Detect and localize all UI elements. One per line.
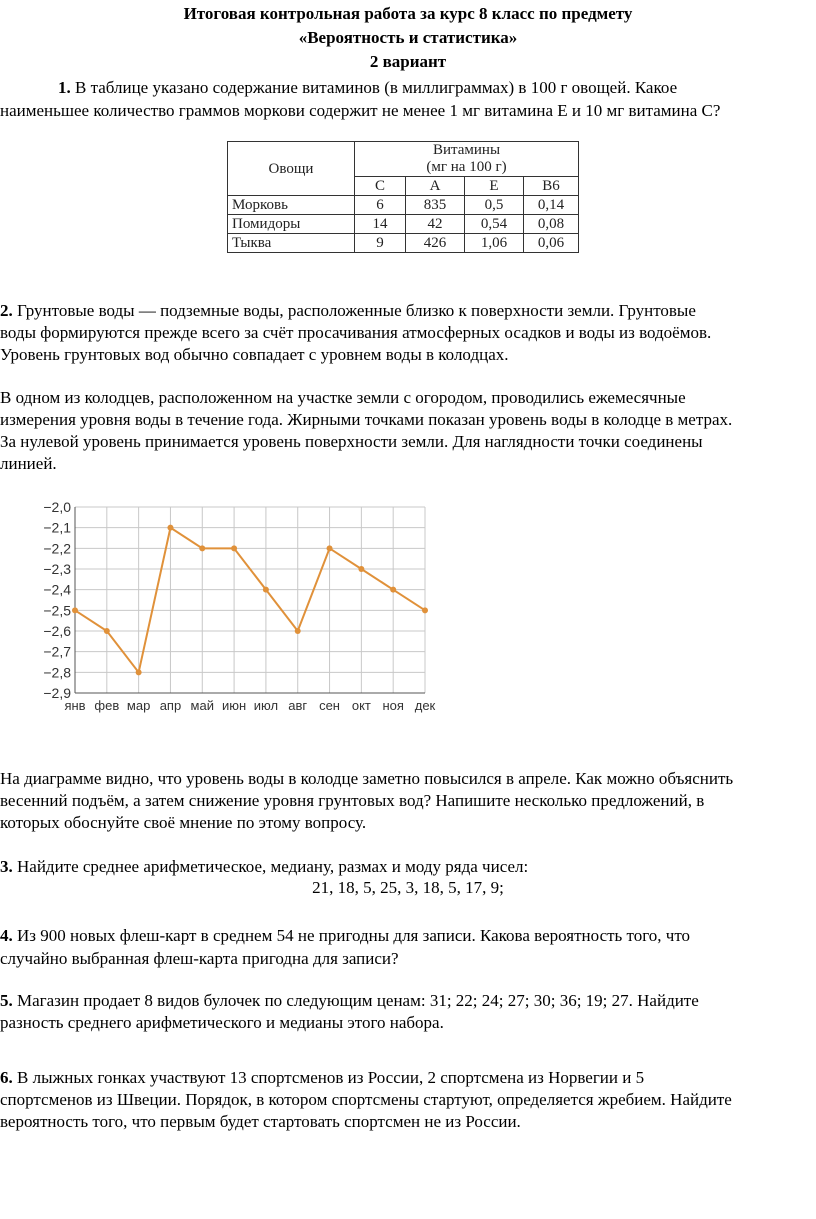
q6-line-2: спортсменов из Швеции. Порядок, в котором спортсмены стартуют, определяется жребием. Найдите — [0, 1090, 732, 1109]
q2-text-1: Грунтовые воды — подземные воды, расположенные близко к поверхности земли. Грунтовые — [12, 301, 696, 320]
table-header-vitamins — [355, 142, 579, 177]
q5-line-1 — [0, 990, 812, 1012]
q4-text-1: Из 900 новых флеш-карт в среднем 54 не пригодны для записи. Какова вероятность того, что — [12, 926, 691, 945]
cell-c: 6 — [355, 196, 406, 215]
x-tick-label: сен — [319, 698, 341, 713]
q3-number-series: 21, 18, 5, 25, 3, 18, 5, 17, 9; — [312, 878, 504, 897]
q5-number: 5. — [0, 991, 13, 1010]
q6-line-3: вероятность того, что первым будет стартовать спортсмен не из России. — [0, 1112, 521, 1131]
variant-label: 2 вариант — [369, 52, 447, 71]
vitamin-table — [227, 141, 579, 253]
cell-e: 0,54 — [465, 215, 524, 234]
y-tick-label: −2,1 — [43, 519, 71, 536]
title-line-2: «Вероятность и статистика» — [298, 28, 518, 47]
water-level-chart — [30, 495, 450, 720]
q1-number: 1. — [58, 78, 71, 97]
q2-line-4: В одном из колодцев, расположенном на участке земли с огородом, проводились ежемесячные — [0, 388, 686, 407]
cell-b6: 0,06 — [524, 234, 579, 253]
row-name: Морковь — [228, 196, 355, 215]
data-point — [422, 607, 428, 613]
y-tick-label: −2,5 — [43, 602, 71, 619]
data-point — [327, 545, 333, 551]
y-tick-label: −2,2 — [43, 540, 71, 557]
y-tick-label: −2,8 — [43, 664, 71, 681]
cell-a: 835 — [406, 196, 465, 215]
cell-a: 42 — [406, 215, 465, 234]
cell-b6: 0,14 — [524, 196, 579, 215]
cell-e: 1,06 — [465, 234, 524, 253]
table-row — [228, 196, 579, 215]
x-tick-label: фев — [94, 698, 120, 713]
cell-c: 14 — [355, 215, 406, 234]
data-point — [231, 545, 237, 551]
q5-text-1: Магазин продает 8 видов булочек по следующим ценам: 31; 22; 24; 27; 30; 36; 19; 27. Найдите — [12, 991, 699, 1010]
q4-line-1 — [0, 925, 812, 947]
q3-number: 3. — [0, 857, 13, 876]
row-name: Помидоры — [228, 215, 355, 234]
q5-line-2: разность среднего арифметического и медианы этого набора. — [0, 1013, 444, 1032]
table-header-vegetables: Овощи — [228, 142, 355, 196]
x-tick-label: окт — [351, 698, 371, 713]
subhead-c: С — [355, 177, 406, 196]
q2-after-2: весенний подъём, а затем снижение уровня грунтовых вод? Напишите несколько предложений, в — [0, 791, 705, 810]
q2-after-3: которых обоснуйте своё мнение по этому вопросу. — [0, 813, 367, 832]
series-line — [75, 528, 425, 673]
data-point — [263, 587, 269, 593]
q2-line-7: линией. — [0, 454, 57, 473]
q2-number: 2. — [0, 301, 13, 320]
q2-line-1 — [0, 300, 812, 322]
q1-line-2: наименьшее количество граммов моркови содержит не менее 1 мг витамина Е и 10 мг витамина С? — [0, 101, 721, 120]
y-tick-label: −2,7 — [43, 643, 71, 660]
q2-line-6: За нулевой уровень принимается уровень поверхности земли. Для наглядности точки соединены — [0, 432, 703, 451]
q4-number: 4. — [0, 926, 13, 945]
x-tick-label: дек — [414, 698, 436, 713]
vitamins-units: (мг на 100 г) — [426, 159, 507, 175]
cell-e: 0,5 — [465, 196, 524, 215]
q1-text-1: В таблице указано содержание витаминов (в миллиграммах) в 100 г овощей. Какое — [70, 78, 678, 97]
x-tick-label: авг — [288, 698, 308, 713]
data-point — [104, 628, 110, 634]
title-line-1: Итоговая контрольная работа за курс 8 класс по предмету — [183, 4, 633, 23]
x-tick-label: июл — [253, 698, 279, 713]
data-point — [167, 525, 173, 531]
data-point — [136, 669, 142, 675]
q3-line-1 — [0, 856, 812, 878]
table-row — [228, 234, 579, 253]
x-tick-label: ноя — [382, 698, 404, 713]
subhead-e: Е — [465, 177, 524, 196]
q6-number: 6. — [0, 1068, 13, 1087]
x-tick-label: май — [190, 698, 214, 713]
data-point — [72, 607, 78, 613]
q2-line-3: Уровень грунтовых вод обычно совпадает с уровнем воды в колодцах. — [0, 345, 509, 364]
q1-line-1 — [58, 77, 808, 99]
y-tick-label: −2,6 — [43, 623, 71, 639]
row-name: Тыква — [228, 234, 355, 253]
q6-text-1: В лыжных гонках участвуют 13 спортсменов из России, 2 спортсмена из Норвегии и 5 — [12, 1068, 645, 1087]
y-tick-label: −2,9 — [43, 685, 71, 701]
y-tick-label: −2,0 — [43, 499, 71, 515]
y-tick-label: −2,3 — [43, 561, 71, 577]
subhead-a: А — [406, 177, 465, 196]
subhead-b6: В6 — [524, 177, 579, 196]
data-point — [199, 545, 205, 551]
data-point — [295, 628, 301, 634]
cell-c: 9 — [355, 234, 406, 253]
q2-after-1: На диаграмме видно, что уровень воды в колодце заметно повысился в апреле. Как можно объяснить — [0, 769, 734, 788]
q2-line-2: воды формируются прежде всего за счёт просачивания атмосферных осадков и воды из водоёмов. — [0, 323, 712, 342]
cell-a: 426 — [406, 234, 465, 253]
table-row — [228, 215, 579, 234]
data-point — [358, 566, 364, 572]
x-tick-label: апр — [159, 698, 182, 713]
cell-b6: 0,08 — [524, 215, 579, 234]
y-tick-label: −2,4 — [43, 581, 71, 598]
q2-line-5: измерения уровня воды в течение года. Жирными точками показан уровень воды в колодце в метрах. — [0, 410, 733, 429]
q3-text: Найдите среднее арифметическое, медиану, размах и моду ряда чисел: — [12, 857, 529, 876]
x-tick-label: июн — [221, 698, 247, 713]
q6-line-1 — [0, 1067, 812, 1089]
q4-line-2: случайно выбранная флеш-карта пригодна для записи? — [0, 949, 399, 968]
data-point — [390, 587, 396, 593]
x-tick-label: мар — [126, 698, 151, 713]
vitamins-label: Витамины — [432, 142, 501, 158]
x-tick-label: янв — [64, 698, 86, 713]
